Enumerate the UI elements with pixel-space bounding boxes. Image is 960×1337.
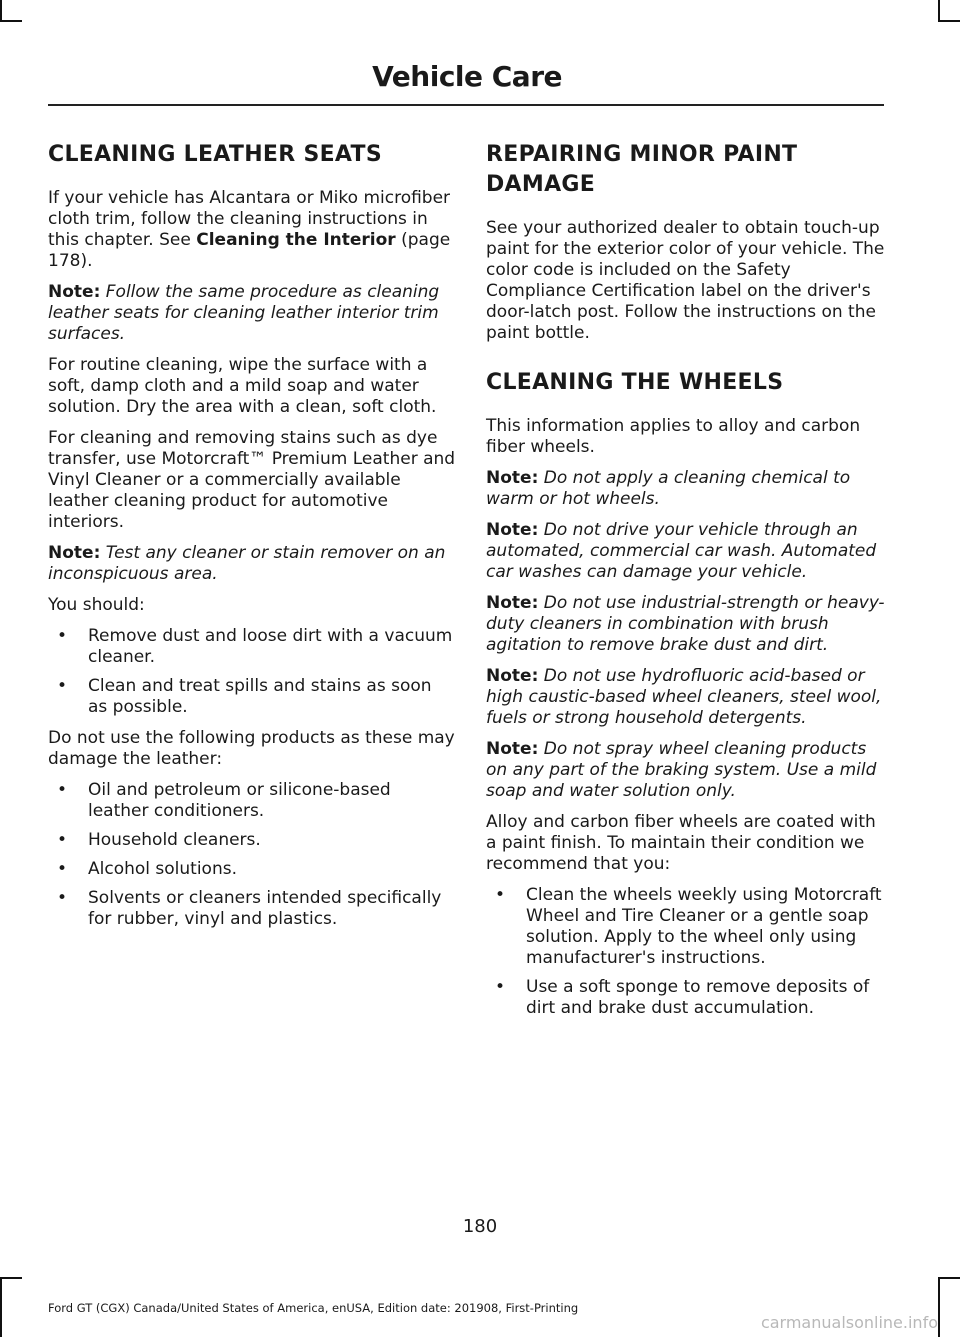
note-label: Note: <box>48 543 101 563</box>
cross-reference-link[interactable]: Cleaning the Interior <box>196 230 396 250</box>
section-heading-cleaning-wheels: CLEANING THE WHEELS <box>486 370 784 395</box>
bullet-marker: • <box>495 885 506 905</box>
list-item-text: Oil and petroleum or silicone-based leather conditioners. <box>88 780 391 821</box>
body-paragraph: See your authorized dealer to obtain touch-up paint for the exterior color of your vehicle. The color code is included on the Safety Compliance Certification label on the driver's door-latch post. Follow the instructions on the paint bottle. <box>486 218 885 343</box>
bullet-marker: • <box>57 626 68 646</box>
section-heading-leather-seats: CLEANING LEATHER SEATS <box>48 142 383 167</box>
intro-paragraph <box>48 188 456 272</box>
list-item-text: Clean the wheels weekly using Motorcraft Wheel and Tire Cleaner or a gentle soap solution. Apply to the wheel only using manufacturer's instructions. <box>526 885 882 968</box>
list-item <box>48 780 456 822</box>
watermark: carmanualsonline.info <box>760 1313 938 1332</box>
list-item-text: Solvents or cleaners intended specifically for rubber, vinyl and plastics. <box>88 888 442 929</box>
note-text: Do not spray wheel cleaning products on any part of the braking system. Use a mild soap and water solution only. <box>486 739 877 801</box>
page-number: 180 <box>462 1216 498 1237</box>
body-paragraph: This information applies to alloy and carbon fiber wheels. <box>486 416 861 457</box>
list-item-text: Alcohol solutions. <box>88 859 237 879</box>
right-column <box>486 140 886 1029</box>
list-item <box>48 859 456 880</box>
list-item <box>48 888 456 930</box>
crop-mark-bottom-left-h <box>0 1277 22 1279</box>
bullet-marker: • <box>57 888 68 908</box>
note-label: Note: <box>486 666 539 686</box>
note-paragraph <box>486 666 886 729</box>
list-item <box>486 885 886 969</box>
crop-mark-top-right-v <box>938 0 940 22</box>
cross-reference-page: (page 178). <box>48 230 451 271</box>
page-header-title: Vehicle Care <box>372 60 562 93</box>
bullet-marker: • <box>57 676 68 696</box>
note-text: Do not use hydrofluoric acid-based or high caustic-based wheel cleaners, steel wool, fuels or strong household detergents. <box>486 666 882 728</box>
note-label: Note: <box>486 593 539 613</box>
list-item-text: Use a soft sponge to remove deposits of dirt and brake dust accumulation. <box>526 977 870 1018</box>
bullet-marker: • <box>57 859 68 879</box>
note-label: Note: <box>486 739 539 759</box>
body-paragraph: You should: <box>48 595 145 615</box>
bullet-marker: • <box>57 780 68 800</box>
note-text: Do not use industrial-strength or heavy-duty cleaners in combination with brush agitation to remove brake dust and dirt. <box>486 593 885 655</box>
bullet-list <box>48 780 456 930</box>
crop-mark-top-left-h <box>0 20 22 22</box>
list-item <box>48 676 456 718</box>
note-text: Do not apply a cleaning chemical to warm or hot wheels. <box>486 468 851 509</box>
bullet-marker: • <box>495 977 506 997</box>
list-item-text: Household cleaners. <box>88 830 261 850</box>
list-item <box>486 977 886 1019</box>
note-paragraph <box>48 282 456 345</box>
note-text: Follow the same procedure as cleaning leather seats for cleaning leather interior trim surfaces. <box>48 282 440 344</box>
note-label: Note: <box>486 520 539 540</box>
list-item <box>48 830 456 851</box>
left-column <box>48 140 456 940</box>
intro-text: If your vehicle has Alcantara or Miko microfiber cloth trim, follow the cleaning instructions in this chapter. See <box>48 188 451 250</box>
bullet-list <box>48 626 456 718</box>
body-paragraph: Do not use the following products as these may damage the leather: <box>48 728 455 769</box>
footer-edition-text: Ford GT (CGX) Canada/United States of America, enUSA, Edition date: 201908, First-Printing <box>48 1301 579 1315</box>
note-label: Note: <box>486 468 539 488</box>
crop-mark-bottom-right-h <box>938 1277 960 1279</box>
crop-mark-bottom-left-v <box>0 1277 2 1337</box>
note-paragraph <box>48 543 456 585</box>
crop-mark-top-left-v <box>0 0 2 22</box>
section-heading-paint-damage: REPAIRING MINOR PAINT DAMAGE <box>486 142 798 197</box>
crop-mark-top-right-h <box>938 20 960 22</box>
header-divider <box>48 104 884 106</box>
body-paragraph: For routine cleaning, wipe the surface with a soft, damp cloth and a mild soap and water solution. Dry the area with a clean, soft cloth. <box>48 355 437 417</box>
bullet-marker: • <box>57 830 68 850</box>
note-paragraph <box>486 739 886 802</box>
crop-mark-bottom-right-v <box>938 1277 940 1337</box>
note-label: Note: <box>48 282 101 302</box>
body-paragraph: For cleaning and removing stains such as dye transfer, use Motorcraft™ Premium Leather and Vinyl Cleaner or a commercially available leather cleaning product for automotive interiors. <box>48 428 456 532</box>
note-paragraph <box>486 593 886 656</box>
note-paragraph <box>486 468 886 510</box>
note-text: Do not drive your vehicle through an automated, commercial car wash. Automated car washes can damage your vehicle. <box>486 520 877 582</box>
note-paragraph <box>486 520 886 583</box>
list-item <box>48 626 456 668</box>
bullet-list <box>486 885 886 1019</box>
list-item-text: Remove dust and loose dirt with a vacuum cleaner. <box>88 626 453 667</box>
body-paragraph: Alloy and carbon fiber wheels are coated with a paint finish. To maintain their condition we recommend that you: <box>486 812 876 874</box>
list-item-text: Clean and treat spills and stains as soon as possible. <box>88 676 432 717</box>
note-text: Test any cleaner or stain remover on an inconspicuous area. <box>48 543 446 584</box>
